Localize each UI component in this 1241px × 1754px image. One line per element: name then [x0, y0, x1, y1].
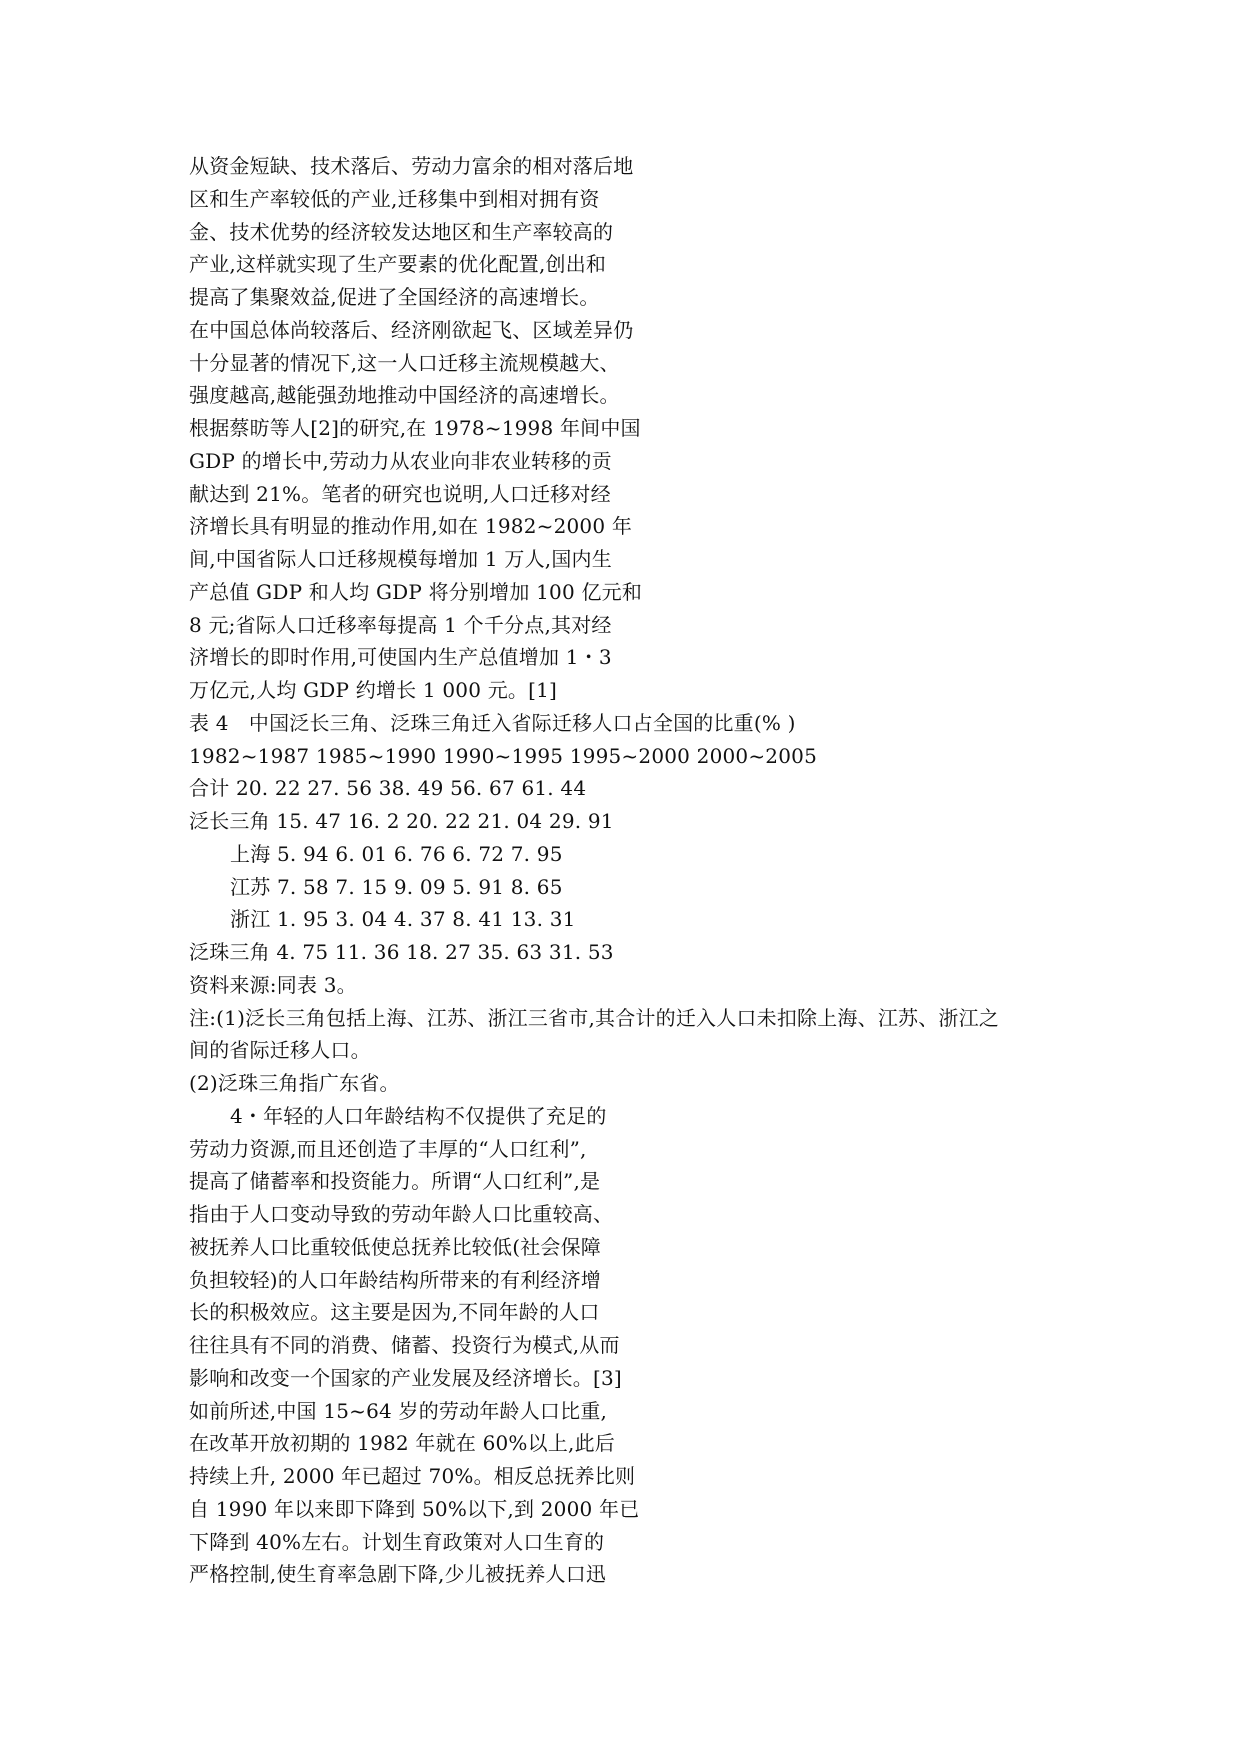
text-line: 强度越高,越能强劲地推动中国经济的高速增长。: [189, 383, 620, 408]
text-line: 区和生产率较低的产业,迁移集中到相对拥有资: [189, 186, 600, 211]
text-line: 合计 20. 22 27. 56 38. 49 56. 67 61. 44: [189, 776, 587, 801]
text-line: 1982~1987 1985~1990 1990~1995 1995~2000 2000~2005: [189, 743, 818, 768]
text-line: 负担较轻)的人口年龄结构所带来的有利经济增: [189, 1267, 602, 1292]
text-line: 长的积极效应。这主要是因为,不同年龄的人口: [189, 1300, 600, 1325]
text-line: 泛珠三角 4. 75 11. 36 18. 27 35. 63 31. 53: [189, 940, 614, 964]
text-line: 下降到 40%左右。计划生育政策对人口生育的: [189, 1529, 605, 1554]
text-line: 泛长三角 15. 47 16. 2 20. 22 21. 04 29. 91: [189, 809, 614, 833]
text-line: 十分显著的情况下,这一人口迁移主流规模越大、: [189, 350, 620, 375]
text-line: 被抚养人口比重较低使总抚养比较低(社会保障: [189, 1234, 602, 1259]
body-text: [189, 150, 1089, 1591]
text-line: GDP 的增长中,劳动力从农业向非农业转移的贡: [189, 448, 612, 473]
text-line: (2)泛珠三角指广东省。: [189, 1071, 400, 1095]
text-line: 指由于人口变动导致的劳动年龄人口比重较高、: [189, 1202, 614, 1226]
text-line: 浙江 1. 95 3. 04 4. 37 8. 41 13. 31: [230, 907, 576, 932]
text-line: 表 4 中国泛长三角、泛珠三角迁入省际迁移人口占全国的比重(% ): [189, 710, 796, 735]
text-line: 自 1990 年以来即下降到 50%以下,到 2000 年已: [189, 1496, 640, 1521]
text-line: 注:(1)泛长三角包括上海、江苏、浙江三省市,其合计的迁入人口未扣除上海、江苏、浙江之: [189, 1005, 1000, 1030]
text-line: 上海 5. 94 6. 01 6. 76 6. 72 7. 95: [230, 841, 563, 866]
text-line: 严格控制,使生育率急剧下降,少儿被抚养人口迅: [189, 1562, 607, 1587]
text-line: 产总值 GDP 和人均 GDP 将分别增加 100 亿元和: [189, 579, 643, 604]
text-line: 万亿元,人均 GDP 约增长 1 000 元。[1]: [189, 678, 558, 702]
text-line: 提高了集聚效益,促进了全国经济的高速增长。: [189, 285, 600, 309]
text-line: 资料来源:同表 3。: [189, 972, 357, 997]
text-line: 济增长的即时作用,可使国内生产总值增加 1・3: [189, 645, 612, 670]
text-line: 劳动力资源,而且还创造了丰厚的“人口红利”,: [189, 1136, 587, 1161]
text-line: 4・年轻的人口年龄结构不仅提供了充足的: [230, 1103, 607, 1128]
text-line: 如前所述,中国 15~64 岁的劳动年龄人口比重,: [189, 1398, 608, 1423]
text-line: 提高了储蓄率和投资能力。所谓“人口红利”,是: [189, 1169, 601, 1194]
text-line: 产业,这样就实现了生产要素的优化配置,创出和: [189, 252, 607, 277]
text-line: 往往具有不同的消费、储蓄、投资行为模式,从而: [189, 1333, 620, 1357]
text-line: 在中国总体尚较落后、经济刚欲起飞、区域差异仍: [189, 317, 634, 342]
text-line: 8 元;省际人口迁移率每提高 1 个千分点,其对经: [189, 612, 612, 637]
text-line: 济增长具有明显的推动作用,如在 1982~2000 年: [189, 514, 633, 539]
text-line: 间的省际迁移人口。: [189, 1038, 371, 1063]
text-line: 献达到 21%。笔者的研究也说明,人口迁移对经: [189, 481, 611, 506]
text-line: 持续上升, 2000 年已超过 70%。相反总抚养比则: [189, 1464, 636, 1488]
text-line: 金、技术优势的经济较发达地区和生产率较高的: [189, 219, 614, 244]
text-line: 在改革开放初期的 1982 年就在 60%以上,此后: [189, 1431, 615, 1456]
text-line: 间,中国省际人口迁移规模每增加 1 万人,国内生: [189, 547, 612, 571]
text-line: 从资金短缺、技术落后、劳动力富余的相对落后地: [189, 154, 634, 178]
text-line: 江苏 7. 58 7. 15 9. 09 5. 91 8. 65: [230, 874, 563, 899]
text-line: 影响和改变一个国家的产业发展及经济增长。[3]: [189, 1365, 622, 1390]
text-line: 根据蔡昉等人[2]的研究,在 1978~1998 年间中国: [189, 416, 641, 440]
